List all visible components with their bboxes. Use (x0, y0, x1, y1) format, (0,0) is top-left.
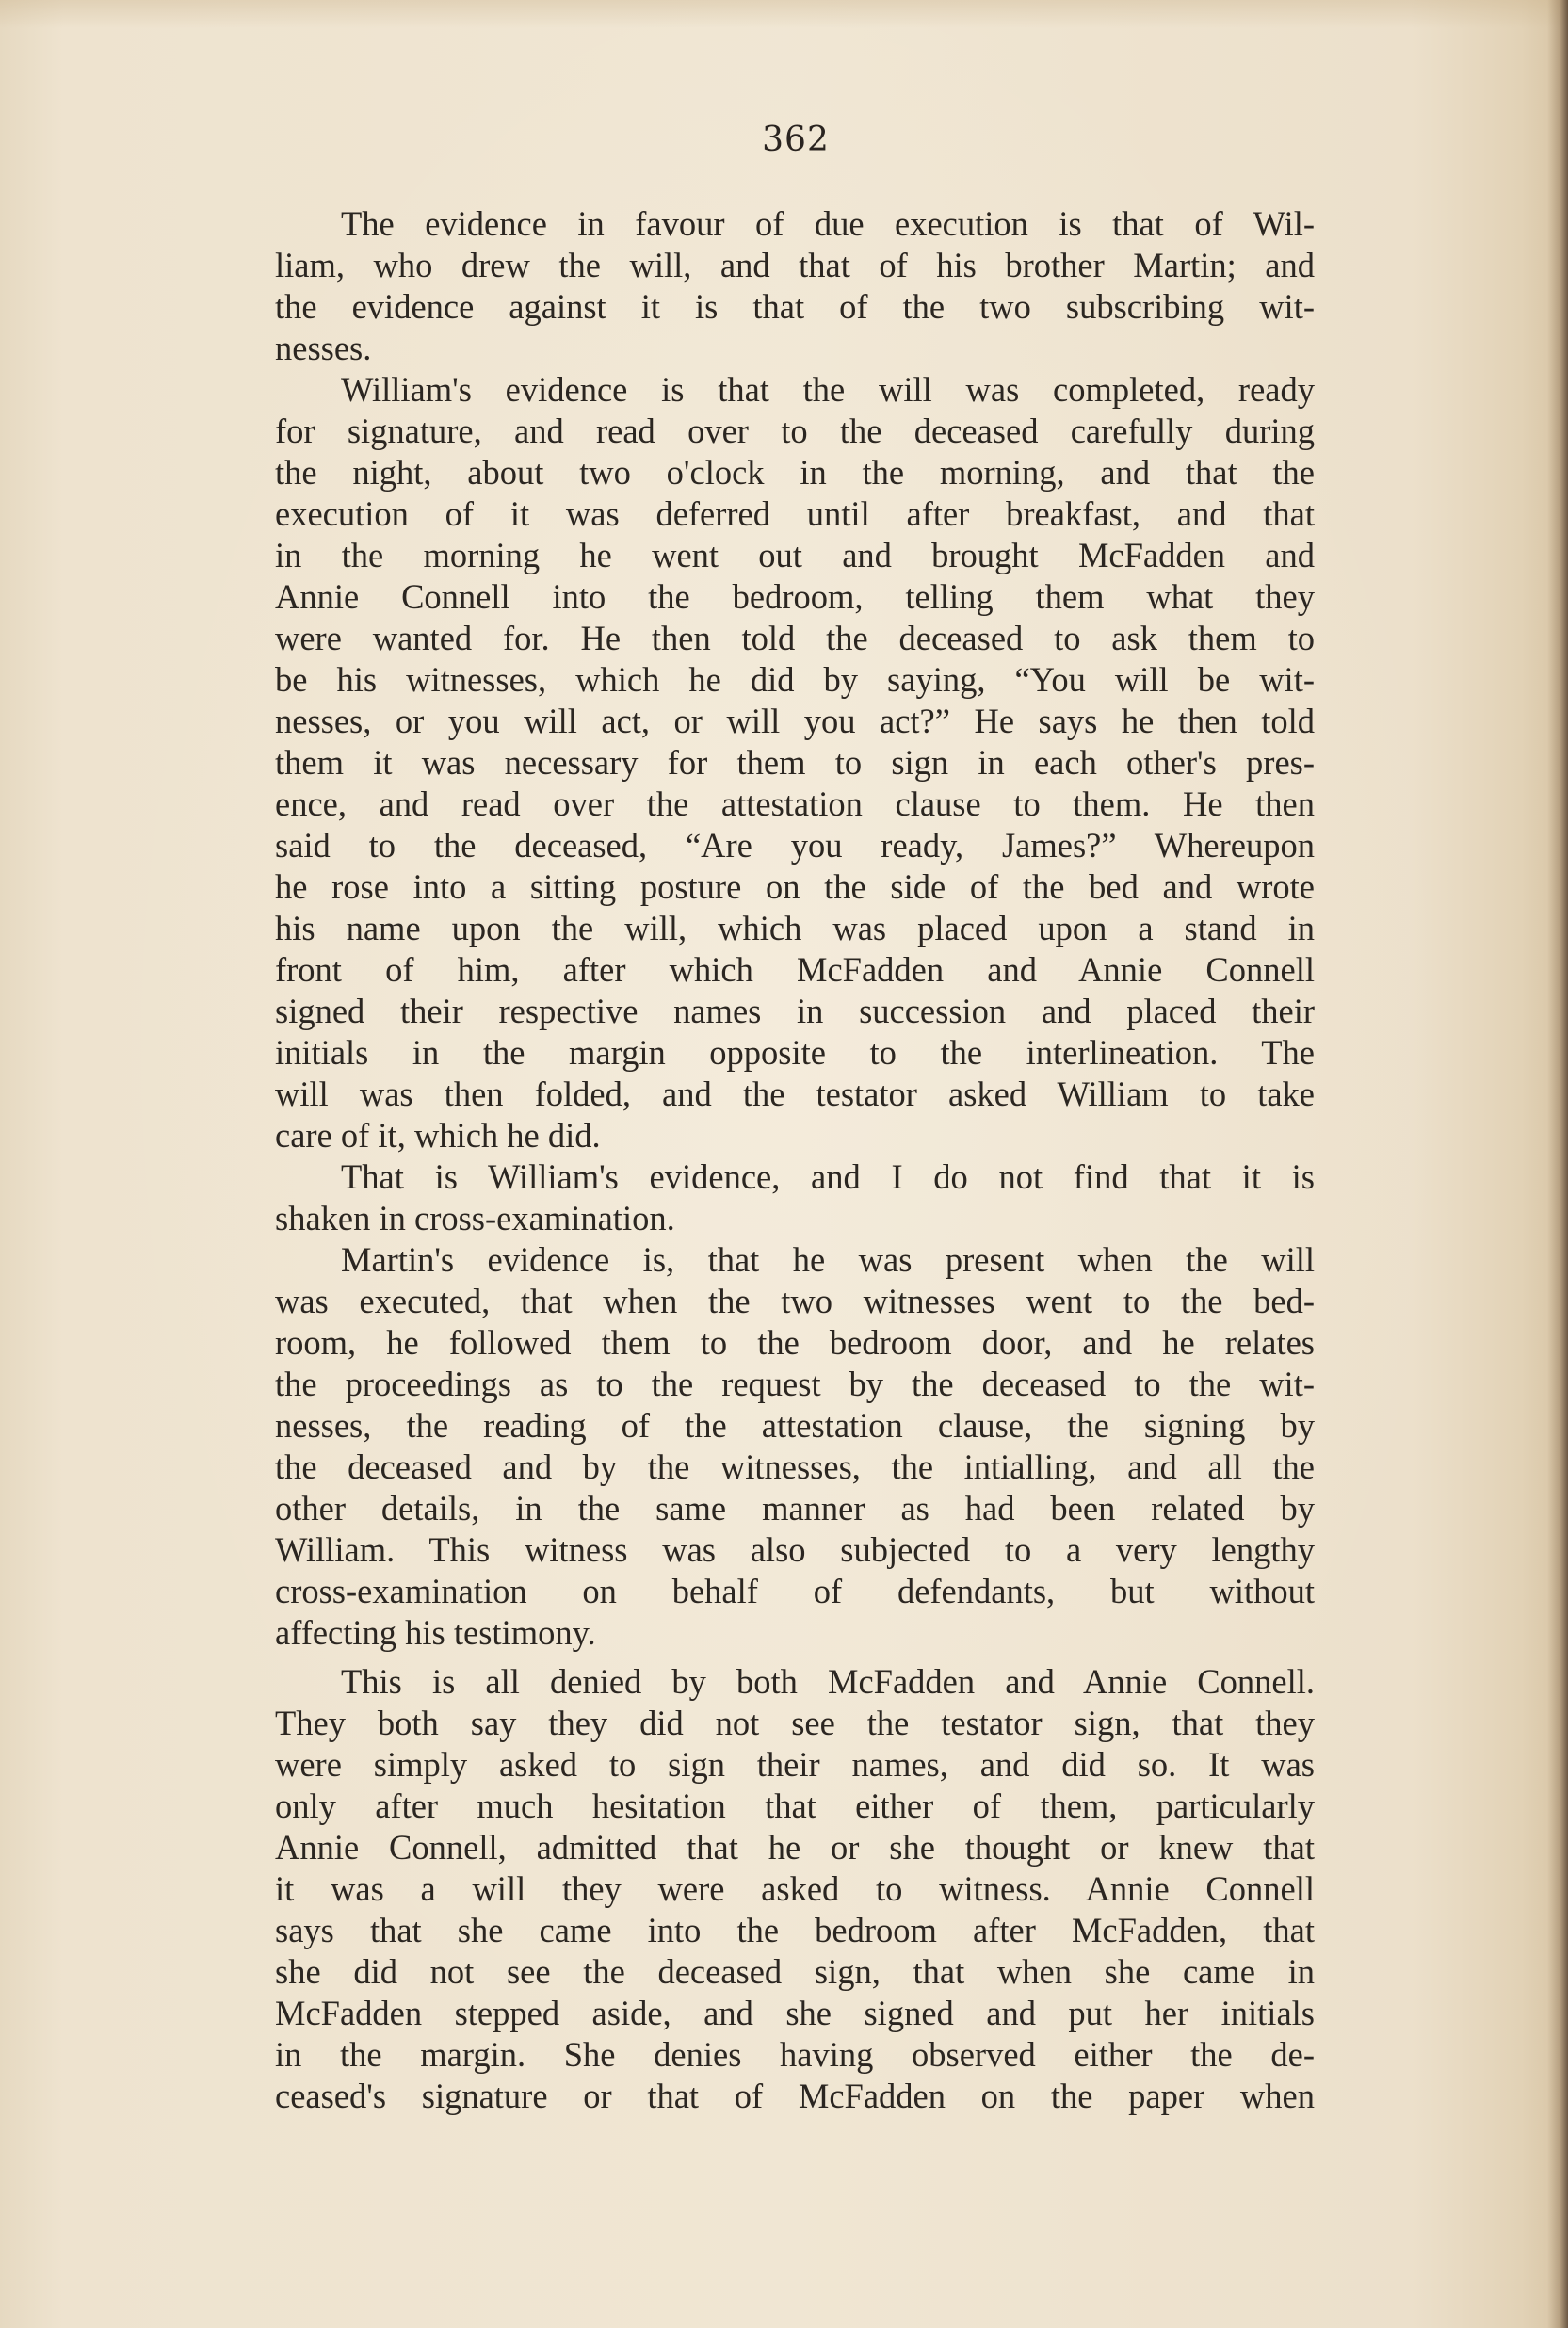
text-line: them it was necessary for them to sign in each other's pres- (275, 743, 1315, 782)
text-line: The evidence in favour of due execution is that of Wil- (341, 204, 1315, 243)
text-line: nesses. (275, 329, 372, 367)
text-line: he rose into a sitting posture on the side of the bed and wrote (275, 867, 1315, 906)
text-line: William. This witness was also subjected to a very lengthy (275, 1530, 1315, 1569)
text-line: McFadden stepped aside, and she signed and put her initials (275, 1994, 1315, 2032)
page-binding-edge (1547, 0, 1568, 2328)
paragraph-due-execution (275, 203, 1315, 369)
text-line: it was a will they were asked to witness. Annie Connell (275, 1869, 1315, 1908)
text-line: were simply asked to sign their names, and did so. It was (275, 1745, 1315, 1784)
text-line: initials in the margin opposite to the interlineation. The (275, 1033, 1315, 1072)
text-line: the night, about two o'clock in the morning, and that the (275, 453, 1315, 492)
text-line: Martin's evidence is, that he was present when the will (341, 1240, 1315, 1279)
text-line: That is William's evidence, and I do not find that it is (341, 1157, 1315, 1196)
text-line: the proceedings as to the request by the deceased to the wit- (275, 1365, 1315, 1403)
text-line: only after much hesitation that either of them, particularly (275, 1786, 1315, 1825)
text-line: room, he followed them to the bedroom door, and he relates (275, 1323, 1315, 1362)
text-line: cross-examination on behalf of defendants, but without (275, 1572, 1315, 1610)
text-line: liam, who drew the will, and that of his brother Martin; and (275, 246, 1315, 284)
text-line: Annie Connell, admitted that he or she thought or knew that (275, 1828, 1315, 1867)
paragraph-denial (275, 1661, 1315, 2117)
text-line: says that she came into the bedroom after McFadden, that (275, 1911, 1315, 1949)
text-line: affecting his testimony. (275, 1613, 596, 1652)
text-line: They both say they did not see the testator sign, that they (275, 1704, 1315, 1742)
text-line: front of him, after which McFadden and Annie Connell (275, 950, 1315, 989)
text-line: execution of it was deferred until after breakfast, and that (275, 494, 1315, 533)
text-line: signed their respective names in succession and placed their (275, 992, 1315, 1030)
text-line: were wanted for. He then told the deceased to ask them to (275, 619, 1315, 657)
text-line: in the margin. She denies having observed either the de- (275, 2035, 1315, 2074)
text-line: the evidence against it is that of the two subscribing wit- (275, 287, 1315, 326)
paragraph-william-evidence (275, 369, 1315, 1156)
text-line: This is all denied by both McFadden and Annie Connell. (341, 1662, 1315, 1701)
text-line: said to the deceased, “Are you ready, James?” Whereupon (275, 826, 1315, 865)
paragraph-not-shaken (275, 1156, 1315, 1239)
text-line: ence, and read over the attestation clause to them. He then (275, 784, 1315, 823)
paragraph-martin-evidence (275, 1239, 1315, 1654)
text-line: will was then folded, and the testator asked William to take (275, 1075, 1315, 1113)
page-top-shading (0, 0, 1568, 28)
text-line: nesses, the reading of the attestation clause, the signing by (275, 1406, 1315, 1445)
text-line: was executed, that when the two witnesses went to the bed- (275, 1282, 1315, 1320)
text-line: shaken in cross-examination. (275, 1199, 675, 1237)
text-line: care of it, which he did. (275, 1116, 601, 1155)
text-line: nesses, or you will act, or will you act?” He says he then told (275, 702, 1315, 740)
text-line: in the morning he went out and brought McFadden and (275, 536, 1315, 574)
page-number: 362 (762, 121, 830, 159)
text-line: she did not see the deceased sign, that when she came in (275, 1952, 1315, 1991)
text-line: be his witnesses, which he did by saying, “You will be wit- (275, 660, 1315, 699)
text-line: other details, in the same manner as had been related by (275, 1489, 1315, 1528)
paragraph-gap (275, 1654, 1315, 1661)
text-line: Annie Connell into the bedroom, telling them what they (275, 577, 1315, 616)
text-line: the deceased and by the witnesses, the intialling, and all the (275, 1447, 1315, 1486)
text-line: his name upon the will, which was placed upon a stand in (275, 909, 1315, 947)
text-line: William's evidence is that the will was completed, ready (341, 370, 1315, 409)
text-line: ceased's signature or that of McFadden on the paper when (275, 2077, 1315, 2115)
text-line: for signature, and read over to the deceased carefully during (275, 412, 1315, 450)
body-text (275, 203, 1315, 2117)
